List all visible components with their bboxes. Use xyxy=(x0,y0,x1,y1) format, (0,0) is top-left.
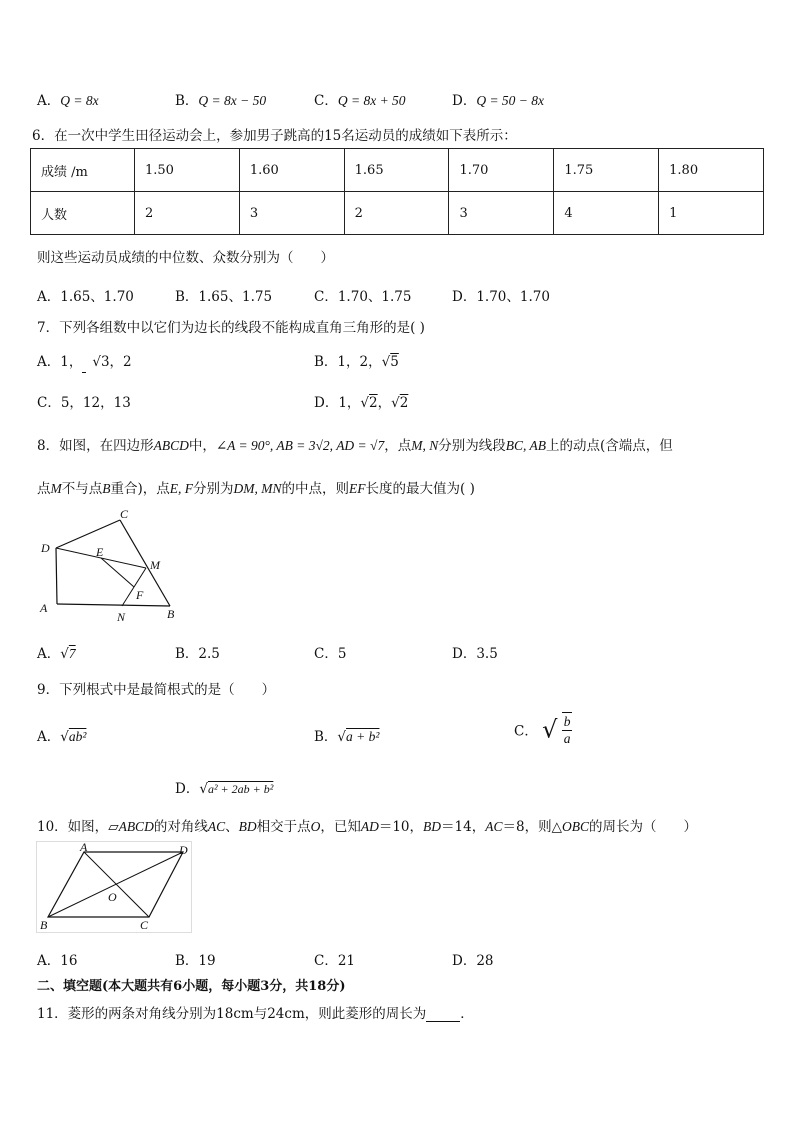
option-letter: D． xyxy=(314,395,339,411)
radicand: 2 xyxy=(399,395,409,411)
q7-option-c[interactable] xyxy=(37,391,131,411)
denominator: a xyxy=(563,731,571,746)
q5-option-a[interactable] xyxy=(37,89,99,109)
option-letter: C． xyxy=(314,289,338,305)
radicand: a + b² xyxy=(346,729,380,744)
segment-dc xyxy=(56,520,120,548)
option-text: 1， xyxy=(338,395,361,411)
q9-option-b[interactable] xyxy=(314,725,379,745)
label-b: B xyxy=(40,918,48,932)
label-c: C xyxy=(140,918,149,932)
label-a: A xyxy=(40,601,48,615)
table-cell: 2 xyxy=(344,192,449,235)
option-letter: D． xyxy=(452,289,477,305)
option-letter: B． xyxy=(175,93,199,109)
q5-option-c[interactable] xyxy=(314,89,406,109)
q6-question: 则这些运动员成绩的中位数、众数分别为（ ） xyxy=(37,250,334,266)
section-title: 二、填空题(本大题共有6小题，每小题3分，共18分) xyxy=(37,979,346,994)
text: 中， xyxy=(188,438,216,454)
label-e: E xyxy=(96,545,104,559)
text: 点 xyxy=(37,481,51,497)
option-text: ，2 xyxy=(109,354,132,370)
q9-option-a[interactable] xyxy=(37,725,86,745)
text: ＝14， xyxy=(441,819,486,835)
text: 长度的最大值为( ) xyxy=(365,481,475,497)
option-letter: A． xyxy=(37,729,61,745)
q10-option-b[interactable] xyxy=(175,949,216,969)
option-text: 21 xyxy=(337,953,356,969)
math: M, N xyxy=(411,438,439,453)
option-letter: C． xyxy=(314,953,338,969)
answer-blank[interactable] xyxy=(426,1009,460,1022)
q10-stem xyxy=(37,815,697,835)
segment-ef xyxy=(101,558,134,587)
table-cell: 3 xyxy=(449,192,554,235)
text: 的对角线 xyxy=(153,819,208,835)
option-letter: A． xyxy=(37,646,61,662)
label-a: A xyxy=(80,841,88,854)
sqrt-symbol: √5 xyxy=(381,354,399,370)
table-cell: 1.70 xyxy=(449,149,554,192)
q8-option-d[interactable] xyxy=(452,642,498,662)
option-letter: C． xyxy=(314,646,338,662)
q9-option-c[interactable] xyxy=(514,712,572,747)
table-cell: 1.65 xyxy=(344,149,449,192)
option-text: 2.5 xyxy=(198,646,220,662)
q8-stem-line1 xyxy=(37,434,673,454)
q6-option-b[interactable] xyxy=(175,285,272,305)
sqrt-symbol: √2 xyxy=(360,395,378,411)
q6-option-c[interactable] xyxy=(314,285,411,305)
sqrt-symbol: √3 xyxy=(82,354,109,370)
sqrt-symbol: √7 xyxy=(60,646,76,662)
label-m: M xyxy=(150,558,160,572)
option-text: 5 xyxy=(337,646,347,662)
label-n: N xyxy=(117,610,126,624)
q9-stem: 9．下列根式中是最简根式的是（ ） xyxy=(37,682,276,698)
sqrt-symbol: √2 xyxy=(391,395,409,411)
text: 10．如图， xyxy=(37,819,109,835)
text: ． xyxy=(460,1006,474,1022)
text: 分别为 xyxy=(193,481,234,497)
option-text: 1.70、1.75 xyxy=(337,289,412,305)
math: ▱ABCD xyxy=(108,819,154,834)
math: BC, AB xyxy=(505,438,546,453)
option-text: 1，2， xyxy=(337,354,382,370)
option-letter: C． xyxy=(514,723,538,740)
fraction xyxy=(562,712,573,747)
math: BD xyxy=(423,819,442,834)
q6-stem: 6．在一次中学生田径运动会上，参加男子跳高的15名运动员的成绩如下表所示： xyxy=(32,128,517,144)
radicand: ab² xyxy=(68,729,87,744)
option-text: 1.65、1.75 xyxy=(198,289,273,305)
option-letter: A． xyxy=(37,953,61,969)
q8-option-c[interactable] xyxy=(314,642,346,662)
option-letter: C． xyxy=(314,93,338,109)
q11-stem xyxy=(37,1002,474,1022)
table-cell: 2 xyxy=(135,192,240,235)
q10-parallelogram-figure xyxy=(36,841,194,936)
math: DM, MN xyxy=(233,481,282,496)
math: EF xyxy=(349,481,366,496)
segment-da xyxy=(56,548,57,604)
text: ＝10， xyxy=(378,819,424,835)
text: 11．菱形的两条对角线分别为18cm与24cm，则此菱形的周长为 xyxy=(37,1006,427,1022)
option-letter: D． xyxy=(452,953,477,969)
row-label: 人数 xyxy=(31,192,135,235)
option-letter: B． xyxy=(175,953,199,969)
option-letter: B． xyxy=(175,289,199,305)
text: 上的动点(含端点，但 xyxy=(545,438,673,454)
row-label: 成绩 /m xyxy=(31,149,135,192)
segment-cb xyxy=(120,520,170,606)
q6-option-a[interactable] xyxy=(37,285,134,305)
option-text: 28 xyxy=(476,953,494,969)
option-expr: Q = 8x − 50 xyxy=(198,93,267,108)
q8-quadrilateral-figure xyxy=(36,508,186,628)
sqrt-symbol: √ xyxy=(542,715,558,744)
q10-option-c[interactable] xyxy=(314,949,355,969)
table-cell: 1.80 xyxy=(659,149,764,192)
diagonal-bd xyxy=(48,852,183,917)
q7-option-b[interactable] xyxy=(314,350,399,370)
option-text: 19 xyxy=(198,953,216,969)
q5-option-d[interactable] xyxy=(452,89,544,109)
q8-option-a[interactable] xyxy=(37,642,76,662)
math: BD xyxy=(238,819,257,834)
option-text: ， xyxy=(377,395,392,411)
radicand: a² + 2ab + b² xyxy=(207,782,274,796)
label-d: D xyxy=(41,541,50,555)
option-text: 16 xyxy=(60,953,78,969)
option-expr: Q = 8x xyxy=(60,93,99,108)
math: ABCD xyxy=(153,438,189,453)
text: 8．如图，在四边形 xyxy=(37,438,154,454)
radicand: 3 xyxy=(100,354,110,370)
radicand: 7 xyxy=(68,646,76,661)
math: AC xyxy=(207,819,226,834)
segment-ab xyxy=(57,604,170,606)
option-letter: B． xyxy=(314,354,338,370)
q7-option-d[interactable] xyxy=(314,391,408,411)
option-text: 1， xyxy=(60,354,83,370)
text: 相交于点 xyxy=(256,819,311,835)
math: OBC xyxy=(561,819,589,834)
math: B xyxy=(102,481,111,496)
table-cell: 4 xyxy=(554,192,659,235)
option-letter: B． xyxy=(175,646,199,662)
q6-option-d[interactable] xyxy=(452,285,550,305)
radicand: 2 xyxy=(369,395,378,411)
option-letter: A． xyxy=(37,93,61,109)
text: ，已知 xyxy=(320,819,361,835)
text: 分别为线段 xyxy=(438,438,506,454)
option-letter: D． xyxy=(452,93,477,109)
radicand: 5 xyxy=(390,354,399,370)
q7-stem: 7．下列各组数中以它们为边长的线段不能构成直角三角形的是( ) xyxy=(37,320,425,336)
option-letter: A． xyxy=(37,289,61,305)
text: 、 xyxy=(225,819,239,835)
q9-option-d[interactable] xyxy=(175,777,273,797)
option-text: 5，12，13 xyxy=(60,395,131,411)
table-row xyxy=(31,149,764,192)
q8-option-b[interactable] xyxy=(175,642,220,662)
text: ，点 xyxy=(384,438,412,454)
sqrt-symbol: √a² + 2ab + b² xyxy=(199,781,274,797)
option-letter: C． xyxy=(37,395,61,411)
sqrt-symbol: √a + b² xyxy=(337,729,380,745)
text: ＝8，则△ xyxy=(502,819,562,835)
math: M xyxy=(50,481,62,496)
numerator: b xyxy=(563,714,571,729)
option-expr: Q = 50 − 8x xyxy=(476,93,545,108)
text: 不与点 xyxy=(61,481,103,497)
q10-option-d[interactable] xyxy=(452,949,494,969)
q7-option-a[interactable] xyxy=(37,350,132,370)
option-letter: B． xyxy=(314,729,338,745)
table-cell: 1.60 xyxy=(239,149,344,192)
table-cell: 1 xyxy=(659,192,764,235)
table-cell: 1.75 xyxy=(554,149,659,192)
math: AC xyxy=(485,819,503,834)
table-row xyxy=(31,192,764,235)
q5-option-b[interactable] xyxy=(175,89,266,109)
option-text: 1.65、1.70 xyxy=(60,289,134,305)
option-letter: D． xyxy=(452,646,477,662)
option-letter: D． xyxy=(175,781,200,797)
math: AD xyxy=(360,819,379,834)
label-f: F xyxy=(136,588,144,602)
text: 的中点，则 xyxy=(281,481,350,497)
option-letter: A． xyxy=(37,354,61,370)
figure-border xyxy=(37,842,192,933)
label-d: D xyxy=(179,843,188,857)
math: O xyxy=(310,819,321,834)
text: 的周长为（ ） xyxy=(588,819,697,835)
q8-stem-line2 xyxy=(37,477,475,497)
label-o: O xyxy=(108,890,117,904)
table-cell: 1.50 xyxy=(135,149,240,192)
option-text: 3.5 xyxy=(476,646,498,662)
text: 重合)，点 xyxy=(110,481,170,497)
q6-score-table xyxy=(30,148,764,235)
q10-option-a[interactable] xyxy=(37,949,77,969)
option-expr: Q = 8x + 50 xyxy=(337,93,406,108)
label-c: C xyxy=(120,508,129,521)
math: E, F xyxy=(169,481,194,496)
sqrt-symbol: √ab² xyxy=(60,729,87,745)
math: ∠A = 90°, AB = 3√2, AD = √7 xyxy=(215,438,385,453)
option-text: 1.70、1.70 xyxy=(476,289,550,305)
label-b: B xyxy=(167,607,175,621)
table-cell: 3 xyxy=(239,192,344,235)
